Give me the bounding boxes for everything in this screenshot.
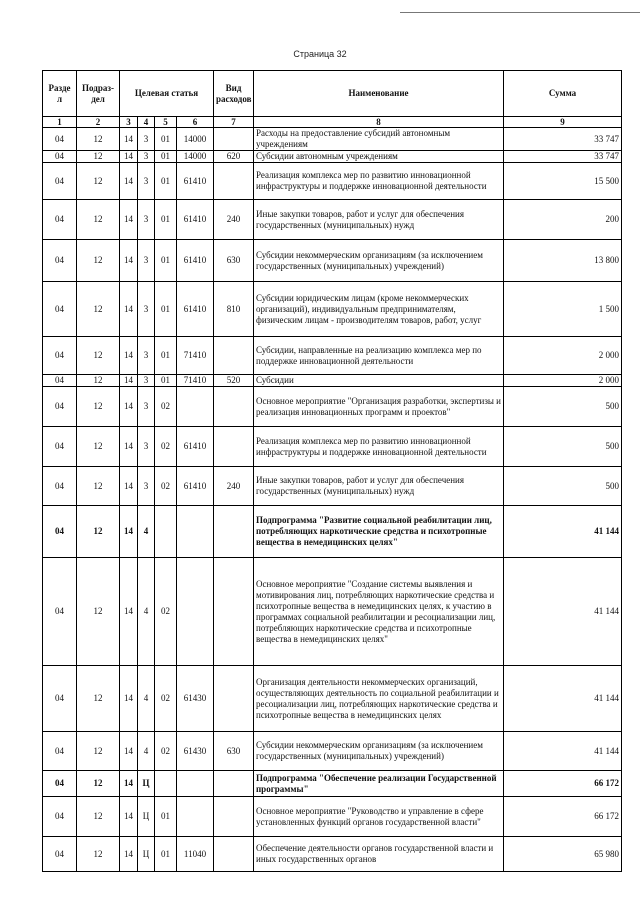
- event-cell: 02: [155, 558, 177, 666]
- event-cell: 01: [155, 375, 177, 387]
- subprogram-cell: 3: [138, 375, 155, 387]
- name-cell: Расходы на предоставление субсидий автономным учреждениям: [254, 128, 504, 151]
- amount-cell: 500: [504, 467, 622, 506]
- program-cell: 14: [120, 427, 138, 467]
- event-cell: 01: [155, 151, 177, 163]
- amount-cell: 2 000: [504, 337, 622, 375]
- name-cell: Основное мероприятие "Создание системы выявления и мотивирования лиц, потребляющих наркотические средства и психотропные вещества в немедицинских целях, к участию в программах социальной реабилитации и ресоциализации лиц, потребляющих наркотические средства и психотропные вещества в немедицинских целях": [254, 558, 504, 666]
- table-row: [43, 282, 622, 337]
- amount-cell: 200: [504, 200, 622, 240]
- subprogram-cell: 4: [138, 558, 155, 666]
- subprogram-cell: Ц: [138, 771, 155, 797]
- event-cell: 02: [155, 666, 177, 732]
- direction-cell: [177, 558, 214, 666]
- table-row: [43, 375, 622, 387]
- program-cell: 14: [120, 240, 138, 282]
- program-cell: 14: [120, 506, 138, 558]
- event-cell: 01: [155, 282, 177, 337]
- amount-cell: 65 980: [504, 837, 622, 872]
- budget-table: [42, 70, 622, 872]
- program-cell: 14: [120, 128, 138, 151]
- subprogram-cell: 4: [138, 732, 155, 771]
- table-row: [43, 837, 622, 872]
- col-number: 8: [254, 117, 504, 128]
- podrazdel-cell: 12: [77, 771, 120, 797]
- podrazdel-cell: 12: [77, 151, 120, 163]
- program-cell: 14: [120, 732, 138, 771]
- direction-cell: 61410: [177, 240, 214, 282]
- program-cell: 14: [120, 797, 138, 837]
- name-cell: Субсидии, направленные на реализацию комплекса мер по поддержке инновационной деятельности: [254, 337, 504, 375]
- expense-type-cell: 240: [214, 200, 254, 240]
- razdel-cell: 04: [43, 163, 77, 200]
- amount-cell: 33 747: [504, 151, 622, 163]
- podrazdel-cell: 12: [77, 666, 120, 732]
- event-cell: 02: [155, 467, 177, 506]
- direction-cell: 11040: [177, 837, 214, 872]
- table-row: [43, 732, 622, 771]
- amount-cell: 41 144: [504, 506, 622, 558]
- podrazdel-cell: 12: [77, 467, 120, 506]
- direction-cell: 61410: [177, 163, 214, 200]
- expense-type-cell: 630: [214, 240, 254, 282]
- podrazdel-cell: 12: [77, 797, 120, 837]
- program-cell: 14: [120, 558, 138, 666]
- podrazdel-cell: 12: [77, 375, 120, 387]
- expense-type-cell: [214, 558, 254, 666]
- event-cell: 02: [155, 427, 177, 467]
- razdel-cell: 04: [43, 771, 77, 797]
- event-cell: 01: [155, 337, 177, 375]
- col-number: 6: [177, 117, 214, 128]
- table-row: [43, 240, 622, 282]
- expense-type-cell: [214, 837, 254, 872]
- name-cell: Субсидии некоммерческим организациям (за исключением государственных (муниципальных) учреждений): [254, 732, 504, 771]
- podrazdel-cell: 12: [77, 387, 120, 427]
- event-cell: 01: [155, 163, 177, 200]
- name-cell: Иные закупки товаров, работ и услуг для обеспечения государственных (муниципальных) нужд: [254, 467, 504, 506]
- program-cell: 14: [120, 163, 138, 200]
- expense-type-cell: 240: [214, 467, 254, 506]
- subprogram-cell: 3: [138, 427, 155, 467]
- program-cell: 14: [120, 337, 138, 375]
- event-cell: 02: [155, 387, 177, 427]
- table-row: [43, 387, 622, 427]
- event-cell: [155, 771, 177, 797]
- podrazdel-cell: 12: [77, 558, 120, 666]
- table-row: [43, 163, 622, 200]
- table-row: [43, 771, 622, 797]
- col-number: 2: [77, 117, 120, 128]
- direction-cell: 61410: [177, 282, 214, 337]
- name-cell: Основное мероприятие "Руководство и управление в сфере установленных функций органов государственной власти": [254, 797, 504, 837]
- expense-type-cell: [214, 666, 254, 732]
- amount-cell: 13 800: [504, 240, 622, 282]
- podrazdel-cell: 12: [77, 282, 120, 337]
- program-cell: 14: [120, 375, 138, 387]
- razdel-cell: 04: [43, 151, 77, 163]
- direction-cell: 71410: [177, 337, 214, 375]
- podrazdel-cell: 12: [77, 163, 120, 200]
- razdel-cell: 04: [43, 375, 77, 387]
- table-row: [43, 427, 622, 467]
- razdel-cell: 04: [43, 467, 77, 506]
- event-cell: 01: [155, 797, 177, 837]
- table-row: [43, 506, 622, 558]
- direction-cell: [177, 771, 214, 797]
- program-cell: 14: [120, 467, 138, 506]
- name-cell: Субсидии юридическим лицам (кроме некоммерческих организаций), индивидуальным предпринимателям, физическим лицам - производителям товаров, работ, услуг: [254, 282, 504, 337]
- razdel-cell: 04: [43, 837, 77, 872]
- table-row: [43, 200, 622, 240]
- razdel-cell: 04: [43, 128, 77, 151]
- amount-cell: 41 144: [504, 558, 622, 666]
- razdel-cell: 04: [43, 427, 77, 467]
- amount-cell: 500: [504, 387, 622, 427]
- amount-cell: 66 172: [504, 771, 622, 797]
- podrazdel-cell: 12: [77, 732, 120, 771]
- table-row: [43, 666, 622, 732]
- amount-cell: 41 144: [504, 666, 622, 732]
- event-cell: 01: [155, 837, 177, 872]
- table-row: [43, 128, 622, 151]
- direction-cell: 14000: [177, 128, 214, 151]
- razdel-cell: 04: [43, 558, 77, 666]
- name-cell: Субсидии: [254, 375, 504, 387]
- subprogram-cell: 3: [138, 337, 155, 375]
- direction-cell: 71410: [177, 375, 214, 387]
- col-number: 5: [155, 117, 177, 128]
- header-vid-rashodov: Вид расходов: [214, 71, 254, 117]
- header-celevaya-statya: Целевая статья: [120, 71, 214, 117]
- name-cell: Субсидии некоммерческим организациям (за исключением государственных (муниципальных) учреждений): [254, 240, 504, 282]
- subprogram-cell: 3: [138, 387, 155, 427]
- expense-type-cell: [214, 337, 254, 375]
- expense-type-cell: [214, 128, 254, 151]
- subprogram-cell: 4: [138, 506, 155, 558]
- name-cell: Реализация комплекса мер по развитию инновационной инфраструктуры и поддержке инновационной деятельности: [254, 163, 504, 200]
- name-cell: Субсидии автономным учреждениям: [254, 151, 504, 163]
- direction-cell: [177, 797, 214, 837]
- direction-cell: [177, 387, 214, 427]
- expense-type-cell: 630: [214, 732, 254, 771]
- expense-type-cell: 810: [214, 282, 254, 337]
- col-number: 1: [43, 117, 77, 128]
- table-row: [43, 151, 622, 163]
- header-naimenovanie: Наименование: [254, 71, 504, 117]
- name-cell: Реализация комплекса мер по развитию инновационной инфраструктуры и поддержке инновационной деятельности: [254, 427, 504, 467]
- subprogram-cell: 3: [138, 200, 155, 240]
- amount-cell: 41 144: [504, 732, 622, 771]
- direction-cell: 61410: [177, 427, 214, 467]
- name-cell: Обеспечение деятельности органов государственной власти и иных государственных органов: [254, 837, 504, 872]
- subprogram-cell: 3: [138, 240, 155, 282]
- expense-type-cell: 620: [214, 151, 254, 163]
- header-row: [43, 71, 622, 117]
- razdel-cell: 04: [43, 797, 77, 837]
- expense-type-cell: [214, 797, 254, 837]
- program-cell: 14: [120, 200, 138, 240]
- table-row: [43, 797, 622, 837]
- direction-cell: 61430: [177, 666, 214, 732]
- razdel-cell: 04: [43, 732, 77, 771]
- expense-type-cell: [214, 163, 254, 200]
- subprogram-cell: Ц: [138, 837, 155, 872]
- table-row: [43, 558, 622, 666]
- program-cell: 14: [120, 837, 138, 872]
- program-cell: 14: [120, 666, 138, 732]
- amount-cell: 66 172: [504, 797, 622, 837]
- amount-cell: 2 000: [504, 375, 622, 387]
- subprogram-cell: 3: [138, 163, 155, 200]
- podrazdel-cell: 12: [77, 240, 120, 282]
- program-cell: 14: [120, 387, 138, 427]
- expense-type-cell: [214, 387, 254, 427]
- event-cell: 01: [155, 200, 177, 240]
- razdel-cell: 04: [43, 282, 77, 337]
- name-cell: Основное мероприятие "Организация разработки, экспертизы и реализация инновационных программ и проектов": [254, 387, 504, 427]
- program-cell: 14: [120, 151, 138, 163]
- col-number: 9: [504, 117, 622, 128]
- amount-cell: 15 500: [504, 163, 622, 200]
- subprogram-cell: 3: [138, 151, 155, 163]
- direction-cell: 61430: [177, 732, 214, 771]
- podrazdel-cell: 12: [77, 128, 120, 151]
- name-cell: Подпрограмма "Обеспечение реализации Государственной программы": [254, 771, 504, 797]
- razdel-cell: 04: [43, 240, 77, 282]
- direction-cell: [177, 506, 214, 558]
- podrazdel-cell: 12: [77, 337, 120, 375]
- table-row: [43, 467, 622, 506]
- razdel-cell: 04: [43, 337, 77, 375]
- razdel-cell: 04: [43, 200, 77, 240]
- header-podrazdel: Подраз-дел: [77, 71, 120, 117]
- expense-type-cell: 520: [214, 375, 254, 387]
- direction-cell: 14000: [177, 151, 214, 163]
- expense-type-cell: [214, 506, 254, 558]
- subprogram-cell: 4: [138, 666, 155, 732]
- expense-type-cell: [214, 771, 254, 797]
- direction-cell: 61410: [177, 467, 214, 506]
- podrazdel-cell: 12: [77, 200, 120, 240]
- subprogram-cell: 3: [138, 128, 155, 151]
- podrazdel-cell: 12: [77, 837, 120, 872]
- amount-cell: 33 747: [504, 128, 622, 151]
- razdel-cell: 04: [43, 506, 77, 558]
- program-cell: 14: [120, 282, 138, 337]
- event-cell: 02: [155, 732, 177, 771]
- razdel-cell: 04: [43, 666, 77, 732]
- program-cell: 14: [120, 771, 138, 797]
- col-number: 4: [138, 117, 155, 128]
- table-body: [43, 128, 622, 872]
- subprogram-cell: Ц: [138, 797, 155, 837]
- name-cell: Иные закупки товаров, работ и услуг для обеспечения государственных (муниципальных) нужд: [254, 200, 504, 240]
- column-number-row: [43, 117, 622, 128]
- name-cell: Подпрограмма "Развитие социальной реабилитации лиц, потребляющих наркотические средства и психотропные вещества в немедицинских целях": [254, 506, 504, 558]
- event-cell: [155, 506, 177, 558]
- col-number: 7: [214, 117, 254, 128]
- direction-cell: 61410: [177, 200, 214, 240]
- subprogram-cell: 3: [138, 282, 155, 337]
- header-summa: Сумма: [504, 71, 622, 117]
- event-cell: 01: [155, 240, 177, 282]
- table-row: [43, 337, 622, 375]
- subprogram-cell: 3: [138, 467, 155, 506]
- amount-cell: 500: [504, 427, 622, 467]
- col-number: 3: [120, 117, 138, 128]
- page-number: Страница 32: [293, 49, 347, 59]
- razdel-cell: 04: [43, 387, 77, 427]
- top-rule: [400, 12, 640, 13]
- podrazdel-cell: 12: [77, 427, 120, 467]
- expense-type-cell: [214, 427, 254, 467]
- header-razdel: Разде л: [43, 71, 77, 117]
- event-cell: 01: [155, 128, 177, 151]
- name-cell: Организация деятельности некоммерческих организаций, осуществляющих деятельность по социальной реабилитации и ресоциализации лиц, потребляющих наркотические средства и психотропные вещества в немедицинских целях: [254, 666, 504, 732]
- podrazdel-cell: 12: [77, 506, 120, 558]
- amount-cell: 1 500: [504, 282, 622, 337]
